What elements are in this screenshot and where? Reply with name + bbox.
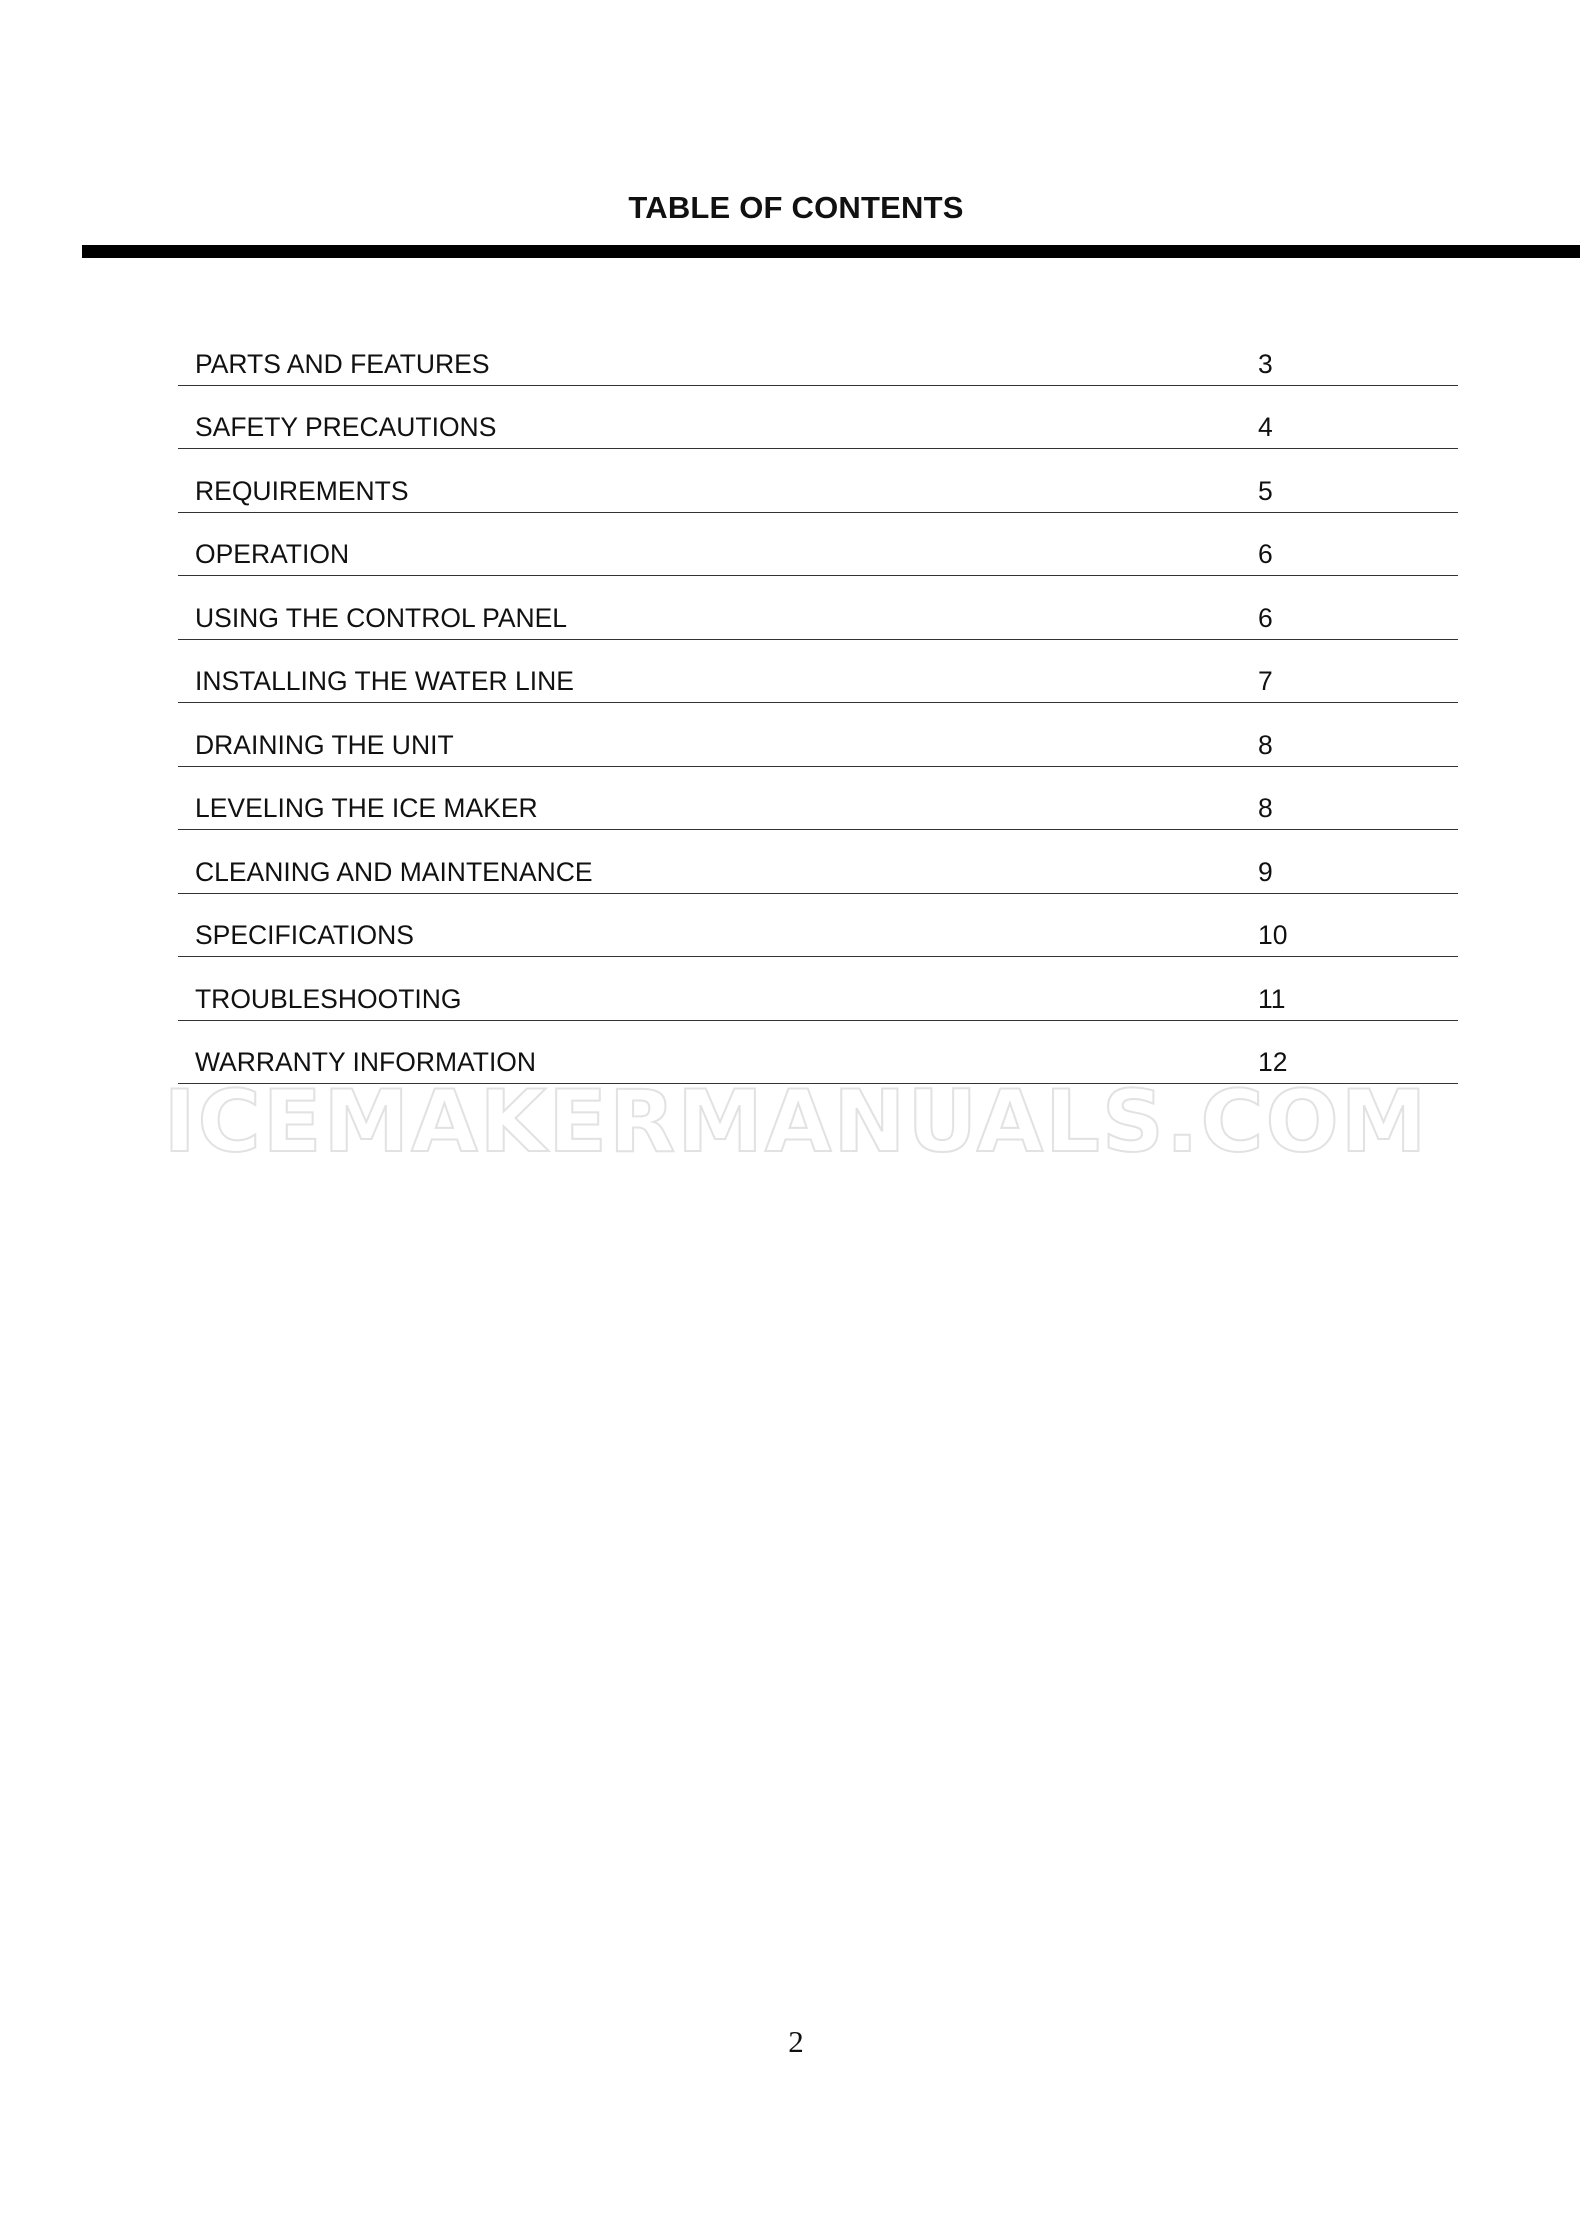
- toc-entry-installing-the-water-line[interactable]: [178, 640, 1458, 704]
- toc-entry-page: 12: [1258, 1047, 1288, 1077]
- toc-list: [178, 322, 1458, 1084]
- toc-entry-page: 5: [1258, 475, 1273, 506]
- toc-entry-leveling-the-ice-maker[interactable]: [178, 767, 1458, 831]
- toc-entry-label: LEVELING THE ICE MAKER: [195, 793, 538, 823]
- toc-entry-draining-the-unit[interactable]: [178, 703, 1458, 767]
- toc-entry-page: 11: [1258, 983, 1286, 1014]
- toc-entry-label: TROUBLESHOOTING: [195, 983, 462, 1014]
- toc-entry-page: 8: [1258, 729, 1273, 760]
- toc-entry-page: 6: [1258, 602, 1273, 633]
- toc-entry-page: 9: [1258, 856, 1273, 887]
- toc-entry-label: REQUIREMENTS: [195, 475, 409, 506]
- toc-entry-specifications[interactable]: [178, 894, 1458, 958]
- toc-entry-page: 4: [1258, 412, 1273, 442]
- watermark: ICEMAKERMANUALS.COM: [163, 1072, 1429, 1172]
- toc-entry-using-the-control-panel[interactable]: [178, 576, 1458, 640]
- toc-entry-label: SPECIFICATIONS: [195, 920, 414, 950]
- toc-entry-requirements[interactable]: [178, 449, 1458, 513]
- toc-entry-page: 8: [1258, 793, 1273, 823]
- toc-entry-label: PARTS AND FEATURES: [195, 348, 490, 379]
- toc-entry-cleaning-and-maintenance[interactable]: [178, 830, 1458, 894]
- toc-entry-troubleshooting[interactable]: [178, 957, 1458, 1021]
- toc-entry-label: OPERATION: [195, 539, 350, 569]
- toc-entry-safety-precautions[interactable]: [178, 386, 1458, 450]
- toc-entry-operation[interactable]: [178, 513, 1458, 577]
- toc-entry-page: 7: [1258, 666, 1273, 696]
- toc-entry-page: 3: [1258, 348, 1273, 379]
- toc-entry-page: 10: [1258, 920, 1288, 950]
- toc-entry-label: INSTALLING THE WATER LINE: [195, 666, 574, 696]
- toc-entry-parts-and-features[interactable]: [178, 322, 1458, 386]
- toc-entry-page: 6: [1258, 539, 1273, 569]
- page-title: TABLE OF CONTENTS: [628, 190, 964, 225]
- toc-entry-label: CLEANING AND MAINTENANCE: [195, 856, 593, 887]
- page-number: 2: [788, 2024, 804, 2059]
- toc-entry-label: DRAINING THE UNIT: [195, 729, 454, 760]
- toc-entry-label: SAFETY PRECAUTIONS: [195, 412, 497, 442]
- toc-entry-label: WARRANTY INFORMATION: [195, 1047, 537, 1077]
- title-divider: [82, 245, 1580, 258]
- toc-entry-label: USING THE CONTROL PANEL: [195, 602, 568, 633]
